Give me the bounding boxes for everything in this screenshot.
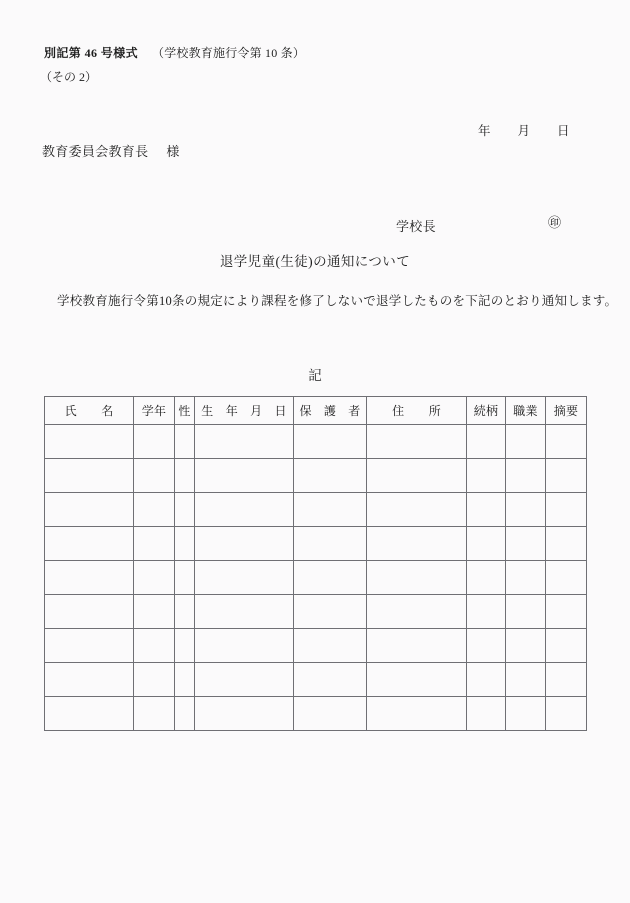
cell-grade[interactable]	[134, 527, 175, 561]
table-row	[45, 493, 587, 527]
cell-birthdate[interactable]	[195, 493, 294, 527]
cell-remarks[interactable]	[546, 697, 587, 731]
cell-birthdate[interactable]	[195, 561, 294, 595]
cell-birthdate[interactable]	[195, 595, 294, 629]
date-year-label: 年	[478, 124, 491, 138]
form-number-line	[44, 46, 305, 62]
cell-occupation[interactable]	[506, 629, 546, 663]
cell-birthdate[interactable]	[195, 459, 294, 493]
cell-remarks[interactable]	[546, 595, 587, 629]
cell-remarks[interactable]	[546, 493, 587, 527]
cell-sex[interactable]	[175, 697, 195, 731]
column-header-name: 氏 名	[45, 397, 134, 425]
ki-mark: 記	[308, 368, 322, 383]
cell-relation[interactable]	[467, 493, 506, 527]
table-row	[45, 697, 587, 731]
body-paragraph: 学校教育施行令第10条の規定により課程を修了しないで退学したものを下記のとおり通知します。	[57, 294, 618, 308]
cell-address[interactable]	[367, 561, 467, 595]
cell-sex[interactable]	[175, 493, 195, 527]
sheet-number: （その 2）	[40, 70, 98, 84]
addressee-line	[42, 141, 180, 160]
cell-name[interactable]	[45, 697, 134, 731]
column-header-guardian: 保 護 者	[294, 397, 367, 425]
cell-relation[interactable]	[467, 663, 506, 697]
cell-relation[interactable]	[467, 527, 506, 561]
signer-title: 学校長	[396, 219, 436, 234]
student-withdrawal-table	[44, 396, 587, 731]
table-row	[45, 595, 587, 629]
cell-sex[interactable]	[175, 425, 195, 459]
cell-sex[interactable]	[175, 663, 195, 697]
cell-remarks[interactable]	[546, 561, 587, 595]
cell-address[interactable]	[367, 595, 467, 629]
column-header-sex: 性	[175, 397, 195, 425]
table-row	[45, 663, 587, 697]
cell-occupation[interactable]	[506, 459, 546, 493]
cell-address[interactable]	[367, 629, 467, 663]
table-body	[45, 425, 587, 731]
cell-grade[interactable]	[134, 629, 175, 663]
cell-sex[interactable]	[175, 595, 195, 629]
cell-name[interactable]	[45, 663, 134, 697]
cell-remarks[interactable]	[546, 527, 587, 561]
column-header-remarks: 摘要	[546, 397, 587, 425]
cell-relation[interactable]	[467, 629, 506, 663]
column-header-relation: 続柄	[467, 397, 506, 425]
cell-birthdate[interactable]	[195, 629, 294, 663]
page-title: 退学児童(生徒)の通知について	[219, 254, 411, 269]
cell-name[interactable]	[45, 629, 134, 663]
cell-name[interactable]	[45, 459, 134, 493]
cell-grade[interactable]	[134, 561, 175, 595]
cell-relation[interactable]	[467, 459, 506, 493]
cell-guardian[interactable]	[294, 527, 367, 561]
cell-grade[interactable]	[134, 595, 175, 629]
cell-grade[interactable]	[134, 459, 175, 493]
cell-name[interactable]	[45, 527, 134, 561]
cell-grade[interactable]	[134, 663, 175, 697]
column-header-grade: 学年	[134, 397, 175, 425]
cell-occupation[interactable]	[506, 527, 546, 561]
cell-remarks[interactable]	[546, 425, 587, 459]
cell-occupation[interactable]	[506, 595, 546, 629]
cell-sex[interactable]	[175, 561, 195, 595]
cell-guardian[interactable]	[294, 493, 367, 527]
table-row	[45, 561, 587, 595]
table-header-row	[45, 397, 587, 425]
addressee-honorific: 様	[166, 144, 180, 159]
date-month-label: 月	[517, 124, 531, 138]
cell-guardian[interactable]	[294, 629, 367, 663]
date-line	[478, 121, 570, 139]
cell-address[interactable]	[367, 527, 467, 561]
cell-relation[interactable]	[467, 595, 506, 629]
table-row	[45, 629, 587, 663]
addressee-name: 教育委員会教育長	[42, 144, 149, 159]
cell-guardian[interactable]	[294, 697, 367, 731]
cell-grade[interactable]	[134, 697, 175, 731]
cell-occupation[interactable]	[506, 493, 546, 527]
cell-address[interactable]	[367, 425, 467, 459]
cell-address[interactable]	[367, 459, 467, 493]
cell-address[interactable]	[367, 493, 467, 527]
column-header-address: 住 所	[367, 397, 467, 425]
cell-grade[interactable]	[134, 425, 175, 459]
cell-sex[interactable]	[175, 459, 195, 493]
cell-grade[interactable]	[134, 493, 175, 527]
column-header-occupation: 職業	[506, 397, 546, 425]
cell-address[interactable]	[367, 697, 467, 731]
cell-remarks[interactable]	[546, 663, 587, 697]
seal-icon: ㊞	[548, 215, 562, 230]
table-row	[45, 527, 587, 561]
cell-birthdate[interactable]	[195, 663, 294, 697]
cell-occupation[interactable]	[506, 697, 546, 731]
cell-birthdate[interactable]	[195, 527, 294, 561]
table-row	[45, 459, 587, 493]
cell-relation[interactable]	[467, 561, 506, 595]
cell-remarks[interactable]	[546, 459, 587, 493]
cell-sex[interactable]	[175, 629, 195, 663]
cell-guardian[interactable]	[294, 561, 367, 595]
cell-name[interactable]	[45, 561, 134, 595]
cell-guardian[interactable]	[294, 663, 367, 697]
cell-remarks[interactable]	[546, 629, 587, 663]
cell-sex[interactable]	[175, 527, 195, 561]
cell-occupation[interactable]	[506, 425, 546, 459]
cell-guardian[interactable]	[294, 595, 367, 629]
cell-occupation[interactable]	[506, 561, 546, 595]
date-day-label: 日	[557, 124, 570, 138]
cell-relation[interactable]	[467, 697, 506, 731]
cell-birthdate[interactable]	[195, 697, 294, 731]
cell-address[interactable]	[367, 663, 467, 697]
form-number: 別記第 46 号様式	[44, 46, 139, 60]
law-reference: （学校教育施行令第 10 条）	[152, 46, 306, 60]
cell-birthdate[interactable]	[195, 425, 294, 459]
table-row	[45, 425, 587, 459]
cell-name[interactable]	[45, 425, 134, 459]
column-header-birthdate: 生 年 月 日	[195, 397, 294, 425]
cell-name[interactable]	[45, 493, 134, 527]
cell-relation[interactable]	[467, 425, 506, 459]
cell-guardian[interactable]	[294, 425, 367, 459]
cell-name[interactable]	[45, 595, 134, 629]
cell-occupation[interactable]	[506, 663, 546, 697]
cell-guardian[interactable]	[294, 459, 367, 493]
